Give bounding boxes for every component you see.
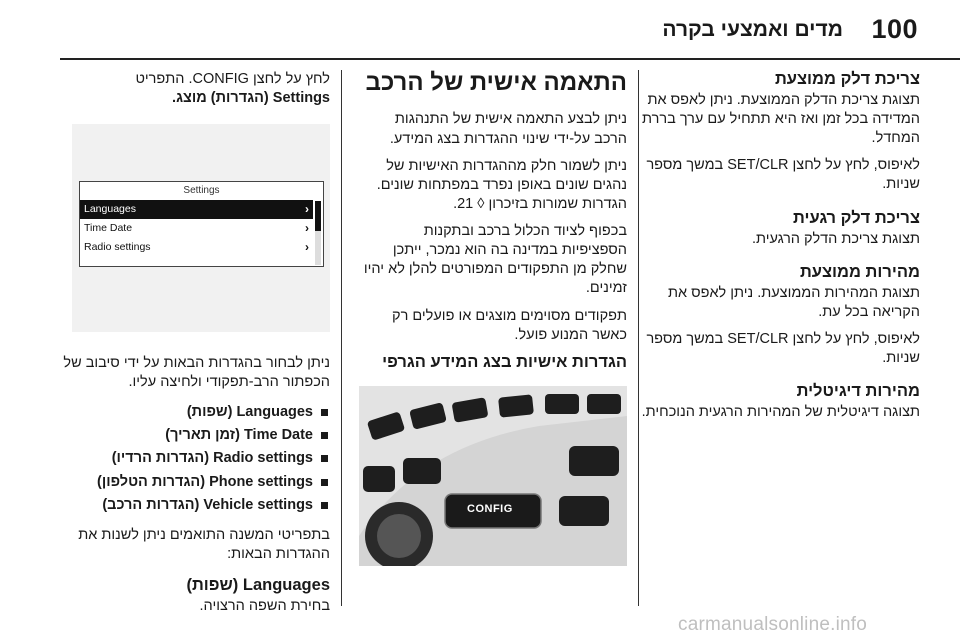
section-avg-speed: [637, 263, 920, 368]
subheading: הגדרות אישיות בצג המידע הגרפי: [382, 352, 627, 371]
screen-title: Settings: [183, 185, 220, 197]
paragraph: ניתן לבחור בהגדרות הבאות על ידי סיבוב של הכפתור הרב-תפקודי ולחיצה עליו.: [63, 355, 330, 391]
header-rule: [60, 58, 960, 60]
console-illustration: [359, 386, 627, 566]
screen-menu-item: [80, 200, 313, 219]
section-heading: מהירות ממוצעת: [799, 262, 920, 281]
paragraph: ניתן לבצע התאמה אישית של התנהגות הרכב על-ידי שינוי ההגדרות בצג המידע.: [389, 111, 627, 147]
console-svg: [359, 386, 627, 566]
page-number: 100: [871, 14, 918, 44]
middle-column: [360, 70, 627, 566]
list-item: Languages (שפות): [62, 401, 330, 424]
section-text: תצוגת המהירות הממוצעת. ניתן לאפס את הקריאה בכל עת.: [667, 284, 920, 320]
section-text: תצוגת צריכת הדלק הרגעית.: [751, 230, 920, 247]
screen-menu-item-label: Radio settings: [84, 241, 151, 254]
screen-scrollbar: [315, 201, 321, 265]
intro-line-1: לחץ על לחצן CONFIG. התפריט: [135, 71, 330, 87]
chevron-right-icon: ›: [305, 240, 309, 255]
settings-screen-illustration: [72, 124, 330, 332]
section-heading: צריכת דלק ממוצעת: [774, 70, 920, 88]
running-title: מדים ואמצעי בקרה: [662, 18, 843, 41]
list-item: Radio settings (הגדרות הרדיו): [62, 447, 330, 470]
settings-screen: [79, 181, 324, 267]
screen-scroll-thumb: [315, 201, 321, 231]
paragraph: בכפוף לציוד הכלול ברכב ובתקנות הספציפיות במדינה בה הוא נמכר, ייתכן שחלק מן התפקודים המפורטים להלן לא יהיו זמינים.: [363, 223, 627, 297]
paragraph: תפקודים מסוימים מוצגים או פועלים רק כאשר המנוע פועל.: [392, 307, 627, 343]
section-text: לאיפוס, לחץ על לחצן SET/CLR במשך מספר שניות.: [646, 330, 920, 367]
paragraph: ניתן לשמור חלק מההגדרות האישיות של נהגים שונים באופן נפרד במפתחות שונים. הגדרות שמורות בזיכרון ◊ 21.: [376, 157, 627, 212]
list-item: Phone settings (הגדרות הטלפון): [62, 471, 330, 494]
paragraph: בחירת השפה הרצויה.: [199, 598, 330, 615]
chevron-right-icon: ›: [305, 221, 309, 236]
screen-menu-item-label: Languages: [84, 203, 136, 216]
watermark: carmanualsonline.info: [678, 614, 868, 635]
right-column: [637, 70, 920, 430]
list-item: Vehicle settings (הגדרות הרכב): [62, 494, 330, 517]
screen-menu-item: [80, 238, 313, 257]
section-instant-fuel: [637, 209, 920, 249]
screen-menu-item: [80, 219, 313, 238]
section-digital-speed: [637, 382, 920, 422]
config-button-label: CONFIG: [467, 502, 513, 515]
subsection-heading: Languages (שפות): [186, 576, 330, 595]
settings-options-list: [62, 401, 330, 518]
section-title: התאמה אישית של הרכב: [365, 69, 627, 96]
section-heading: מהירות דיגיטלית: [796, 382, 920, 401]
section-text: תצוגת צריכת הדלק הממוצעת. ניתן לאפס את המדידה בכל זמן ואז היא תתחיל עם ערך בררת המחדל.: [642, 91, 920, 147]
screen-menu-item-label: Time Date: [84, 222, 133, 235]
chevron-right-icon: ›: [305, 202, 309, 217]
left-column: [62, 70, 330, 624]
section-heading: צריכת דלק רגעית: [793, 208, 920, 227]
column-divider-left: [341, 70, 342, 606]
section-text: לאיפוס, לחץ על לחצן SET/CLR במשך מספר שניות.: [646, 157, 920, 193]
section-text: תצוגה דיגיטלית של המהירות הרגעית הנוכחית.: [641, 404, 920, 421]
page-header: [0, 0, 960, 58]
section-avg-fuel: [637, 70, 920, 195]
paragraph: בתפריטי המשנה התואמים ניתן לשנות את ההגדרות הבאות:: [78, 526, 330, 563]
list-item: Time Date (זמן תאריך): [62, 424, 330, 447]
intro-line-2: Settings (הגדרות) מוצג.: [172, 90, 330, 107]
